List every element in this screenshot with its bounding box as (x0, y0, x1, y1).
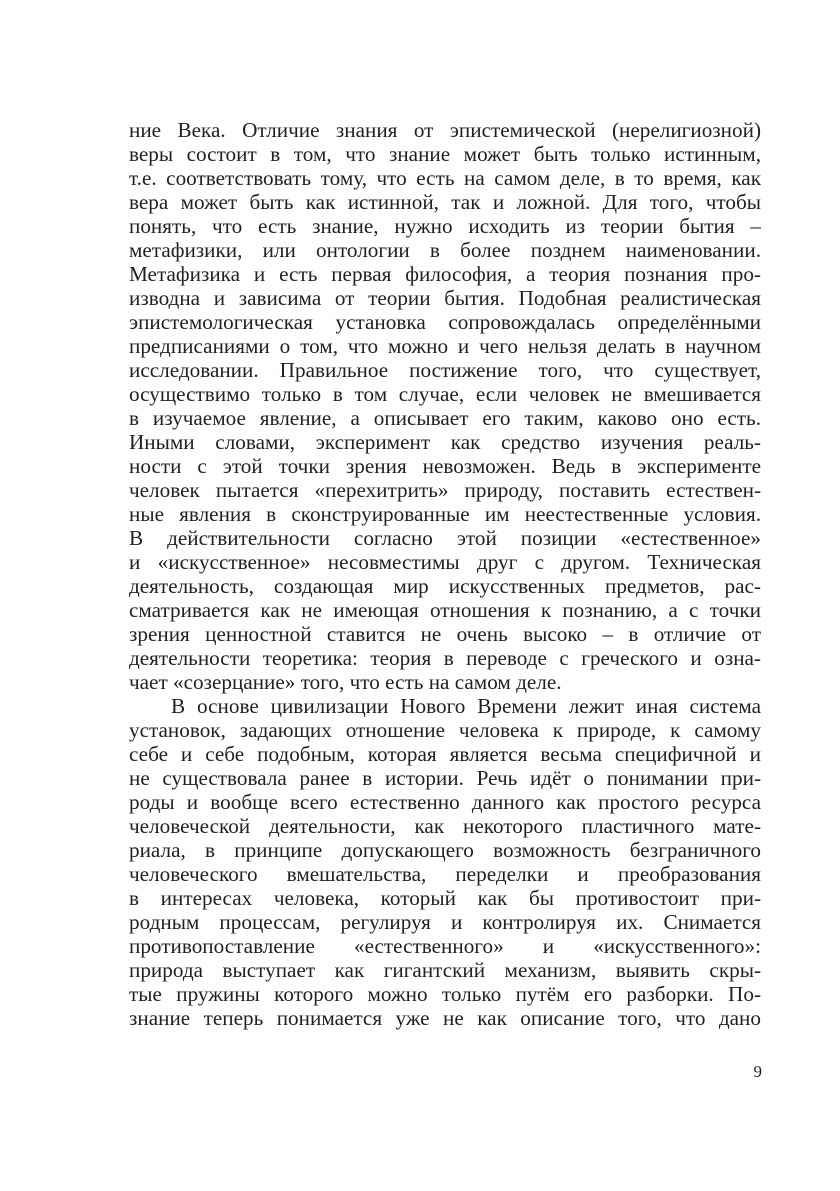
text-line: Метафизика и есть первая философия, а теория познания про- (129, 262, 761, 286)
text-line: эпистемологическая установка сопровождалась определёнными (129, 310, 761, 334)
text-line: чает «созерцание» того, что есть на самом деле. (129, 670, 562, 694)
text-line: Иными словами, эксперимент как средство изучения реаль- (129, 430, 761, 454)
text-line: человеческого вмешательства, переделки и преобразования (129, 862, 761, 886)
text-line: установок, задающих отношение человека к природе, к самому (129, 718, 761, 742)
text-line: себе и себе подобным, которая является весьма специфичной и (129, 742, 761, 766)
text-line: ние Века. Отличие знания от эпистемической (нерелигиозной) (129, 118, 761, 142)
text-line: исследовании. Правильное постижение того, что существует, (129, 358, 761, 382)
text-line: метафизики, или онтологии в более позднем наименовании. (129, 238, 761, 262)
text-line: деятельность, создающая мир искусственных предметов, рас- (129, 574, 761, 598)
text-line: противопоставление «естественного» и «искусственного»: (129, 934, 761, 958)
text-line: понять, что есть знание, нужно исходить из теории бытия – (129, 214, 761, 238)
text-line: в изучаемое явление, а описывает его таким, каково оно есть. (129, 406, 761, 430)
text-line: сматривается как не имеющая отношения к познанию, а с точки (129, 598, 761, 622)
text-line: риала, в принципе допускающего возможность безграничного (129, 838, 761, 862)
text-line: тые пружины которого можно только путём его разборки. По- (129, 982, 761, 1006)
text-line: в интересах человека, который как бы противостоит при- (129, 886, 761, 910)
text-line: не существовала ранее в истории. Речь идёт о понимании при- (129, 766, 761, 790)
text-line: осуществимо только в том случае, если человек не вмешивается (129, 382, 761, 406)
text-line: изводна и зависима от теории бытия. Подобная реалистическая (129, 286, 761, 310)
paragraph (129, 118, 761, 694)
text-line: В действительности согласно этой позиции «естественное» (129, 526, 761, 550)
text-line: роды и вообще всего естественно данного как простого ресурса (129, 790, 761, 814)
text-line: вера может быть как истинной, так и ложной. Для того, чтобы (129, 190, 761, 214)
text-line: В основе цивилизации Нового Времени лежит иная система (171, 694, 761, 718)
text-line: родным процессам, регулируя и контролируя их. Снимается (129, 910, 761, 934)
text-line: человеческой деятельности, как некоторого пластичного мате- (129, 814, 761, 838)
page-number: 9 (753, 1062, 762, 1081)
text-line: веры состоит в том, что знание может быть только истинным, (129, 142, 761, 166)
paragraph (129, 694, 761, 1030)
text-line: человек пытается «перехитрить» природу, поставить естествен- (129, 478, 761, 502)
text-line: ные явления в сконструированные им неестественные условия. (129, 502, 761, 526)
text-line: и «искусственное» несовместимы друг с другом. Техническая (129, 550, 761, 574)
text-line: зрения ценностной ставится не очень высоко – в отличие от (129, 622, 761, 646)
text-line: природа выступает как гигантский механизм, выявить скры- (129, 958, 761, 982)
text-line: предписаниями о том, что можно и чего нельзя делать в научном (129, 334, 761, 358)
page-body (129, 118, 761, 1030)
text-line: т.е. соответствовать тому, что есть на самом деле, в то время, как (129, 166, 761, 190)
text-line: ности с этой точки зрения невозможен. Ведь в эксперименте (129, 454, 761, 478)
text-line: деятельности теоретика: теория в переводе с греческого и озна- (129, 646, 761, 670)
text-line: знание теперь понимается уже не как описание того, что дано (129, 1006, 761, 1030)
